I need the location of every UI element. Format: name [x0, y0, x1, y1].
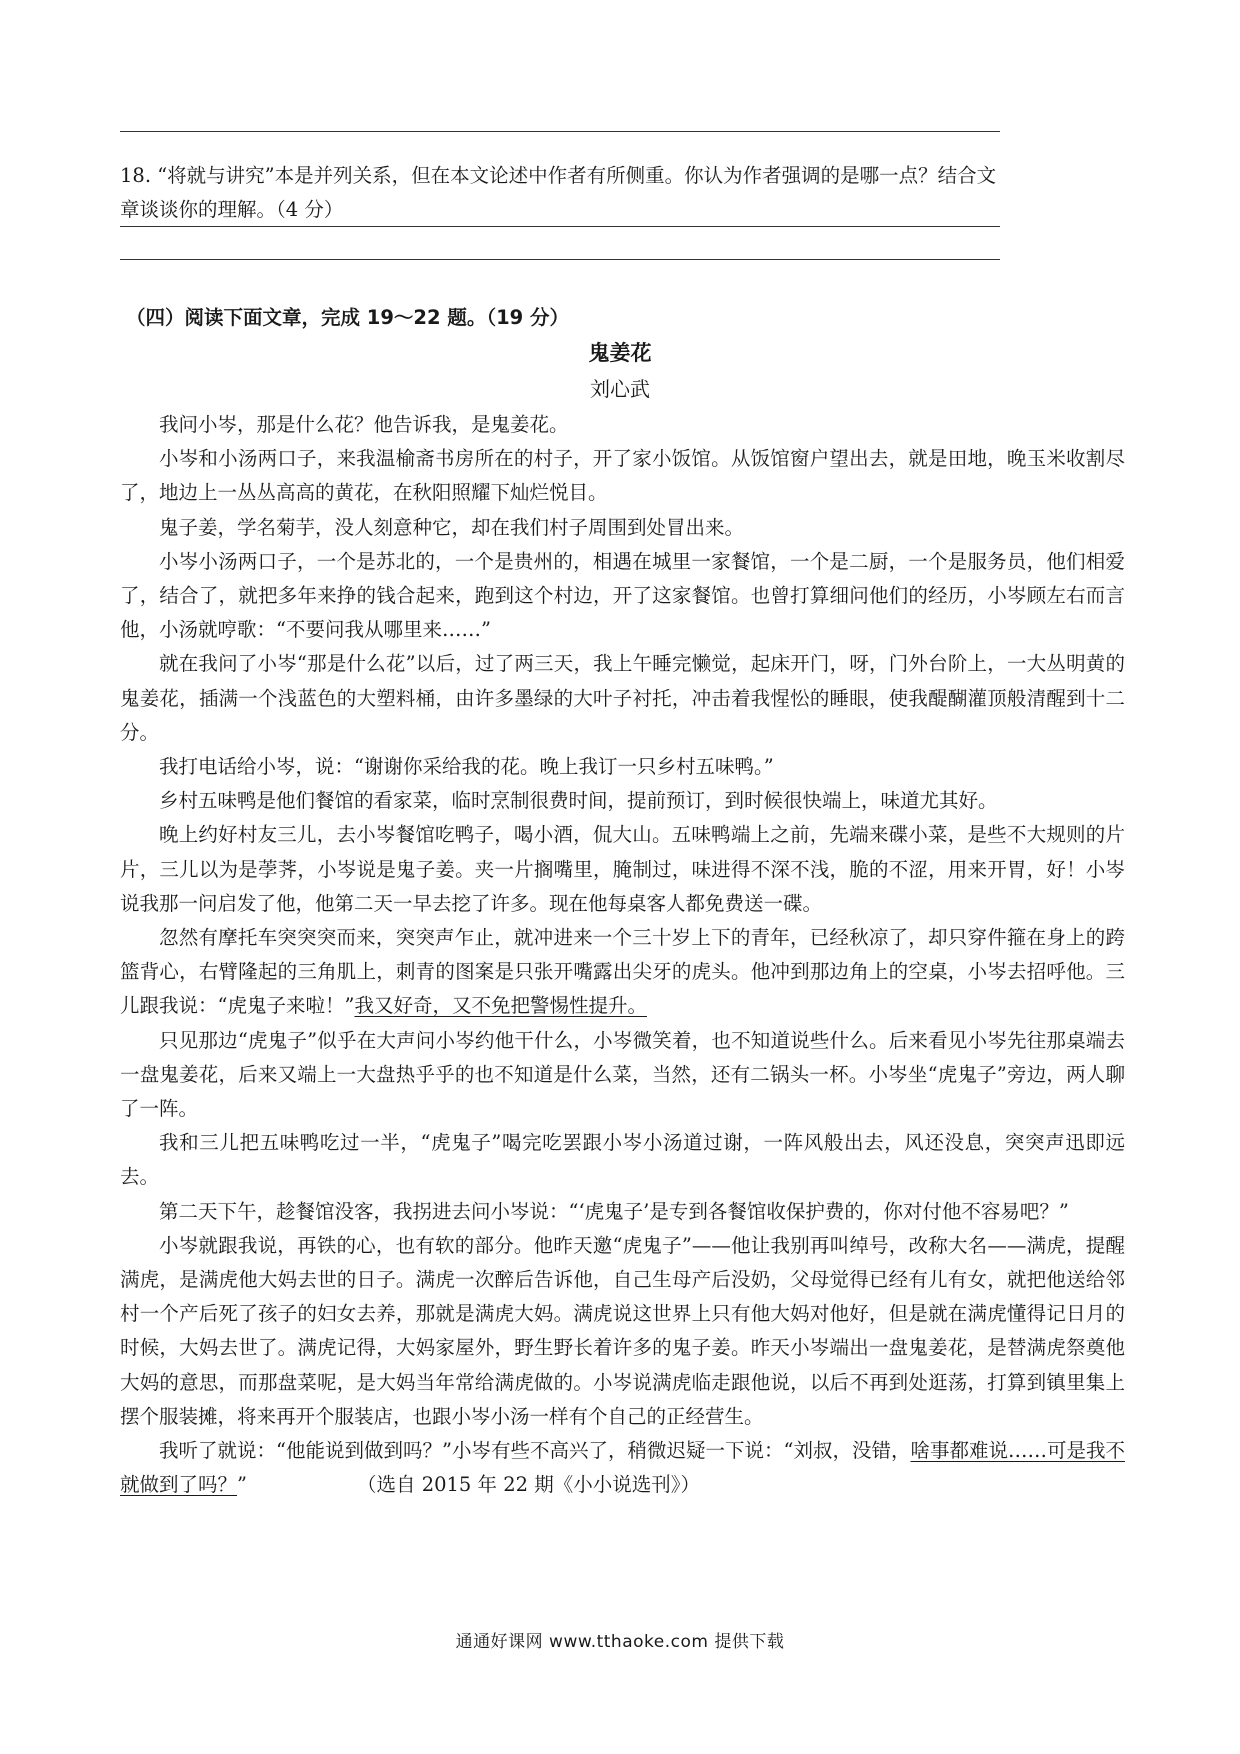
closing-quote: ” — [237, 1473, 247, 1497]
question-18-line1: 18. “将就与讲究”本是并列关系，但在本文论述中作者有所侧重。你认为作者强调的是哪一点？结合文 — [120, 164, 997, 187]
answer-line — [120, 259, 1000, 260]
article-paragraph: 我和三儿把五味鸭吃过一半，“虎鬼子”喝完吃罢跟小岑小汤道过谢，一阵风般出去，风还没息，突突声迅即远去。 — [120, 1131, 1125, 1189]
article-paragraph: 第二天下午，趁餐馆没客，我拐进去问小岑说：“‘虎鬼子’是专到各餐馆收保护费的，你对付他不容易吧？” — [159, 1199, 1069, 1223]
article-body — [120, 408, 1125, 1503]
article-source: （选自 2015 年 22 期《小小说选刊》） — [357, 1473, 700, 1497]
article-paragraph: 小岑小汤两口子，一个是苏北的，一个是贵州的，相遇在城里一家餐馆，一个是二厨，一个是服务员，他们相爱了，结合了，就把多年来挣的钱合起来，跑到这个村边，开了这家餐馆。也曾打算细问他们的经历，小岑顾左右而言他，小汤就哼歌：“不要问我从哪里来……” — [120, 549, 1125, 642]
paragraph-text: 我听了就说：“他能说到做到吗？”小岑有些不高兴了，稍微迟疑一下说：“刘叔，没错， — [159, 1439, 911, 1463]
question-18-line2: 章谈谈你的理解。（4 分） — [120, 198, 344, 221]
answer-line — [120, 131, 1000, 132]
answer-line — [120, 226, 1000, 227]
section-heading: （四）阅读下面文章，完成 19～22 题。（19 分） — [126, 306, 570, 329]
article-paragraph: 只见那边“虎鬼子”似乎在大声问小岑约他干什么，小岑微笑着，也不知道说些什么。后来看见小岑先往那桌端去一盘鬼姜花，后来又端上一大盘热乎乎的也不知道是什么菜，当然，还有二锅头一杯。小岑坐“虎鬼子”旁边，两人聊了一阵。 — [120, 1028, 1125, 1121]
article-paragraph: 小岑和小汤两口子，来我温榆斋书房所在的村子，开了家小饭馆。从饭馆窗户望出去，就是田地，晚玉米收割尽了，地边上一丛丛高高的黄花，在秋阳照耀下灿烂悦目。 — [120, 447, 1125, 505]
paragraph-text: 忽然有摩托车突突突而来，突突声乍止，就冲进来一个三十岁上下的青年，已经秋凉了，却只穿件箍在身上的跨篮背心，右臂隆起的三角肌上，刺青的图案是只张开嘴露出尖牙的虎头。他冲到那边角上的空桌，小岑去招呼他。三儿跟我说：“虎鬼子来啦！” — [120, 926, 1125, 1018]
article-paragraph-motorcycle — [120, 921, 1125, 1024]
underlined-sentence: 我又好奇，又不免把警惕性提升。 — [354, 994, 647, 1018]
underlined-sentence: 啥事都难说……可是我不就做到了吗？ — [120, 1439, 1125, 1497]
question-18 — [120, 159, 1125, 227]
article-paragraph: 就在我问了小岑“那是什么花”以后，过了两三天，我上午睡完懒觉，起床开门，呀，门外台阶上，一大丛明黄的鬼姜花，插满一个浅蓝色的大塑料桶，由许多墨绿的大叶子衬托，冲击着我惺忪的睡眼，使我醍醐灌顶般清醒到十二分。 — [120, 652, 1125, 744]
article-paragraph: 我问小岑，那是什么花？他告诉我，是鬼姜花。 — [159, 413, 569, 436]
article-title: 鬼姜花 — [588, 341, 652, 365]
article-paragraph: 我打电话给小岑，说：“谢谢你采给我的花。晚上我订一只乡村五味鸭。” — [159, 755, 774, 779]
footer-credit: 通通好课网 www.tthaoke.com 提供下载 — [455, 1632, 785, 1652]
article-paragraph: 乡村五味鸭是他们餐馆的看家菜，临时烹制很费时间，提前预订，到时候很快端上，味道尤其好。 — [159, 789, 998, 813]
article-paragraph: 晚上约好村友三儿，去小岑餐馆吃鸭子，喝小酒，侃大山。五味鸭端上之前，先端来碟小菜，是些不大规则的片片，三儿以为是荸荠，小岑说是鬼子姜。夹一片搁嘴里，腌制过，味进得不深不浅，脆的不涩，用来开胃，好！小岑说我那一问启发了他，他第二天一早去挖了许多。现在他每桌客人都免费送一碟。 — [120, 823, 1125, 915]
article-paragraph: 小岑就跟我说，再铁的心，也有软的部分。他昨天邀“虎鬼子”——他让我别再叫绰号，改称大名——满虎，提醒满虎，是满虎他大妈去世的日子。满虎一次醉后告诉他，自己生母产后没奶，父母觉得已经有儿有女，就把他送给邻村一个产后死了孩子的妇女去养，那就是满虎大妈。满虎说这世界上只有他大妈对他好，但是就在满虎懂得记日月的时候，大妈去世了。满虎记得，大妈家屋外，野生野长着许多的鬼子姜。昨天小岑端出一盘鬼姜花，是替满虎祭奠他大妈的意思，而那盘菜呢，是大妈当年常给满虎做的。小岑说满虎临走跟他说，以后不再到处逛荡，打算到镇里集上摆个服装摊，将来再开个服装店，也跟小岑小汤一样有个自己的正经营生。 — [120, 1233, 1125, 1428]
article-paragraph: 鬼子姜，学名菊芋，没人刻意种它，却在我们村子周围到处冒出来。 — [159, 515, 745, 539]
article-paragraph-last — [120, 1434, 1125, 1502]
article-author: 刘心武 — [590, 377, 650, 401]
